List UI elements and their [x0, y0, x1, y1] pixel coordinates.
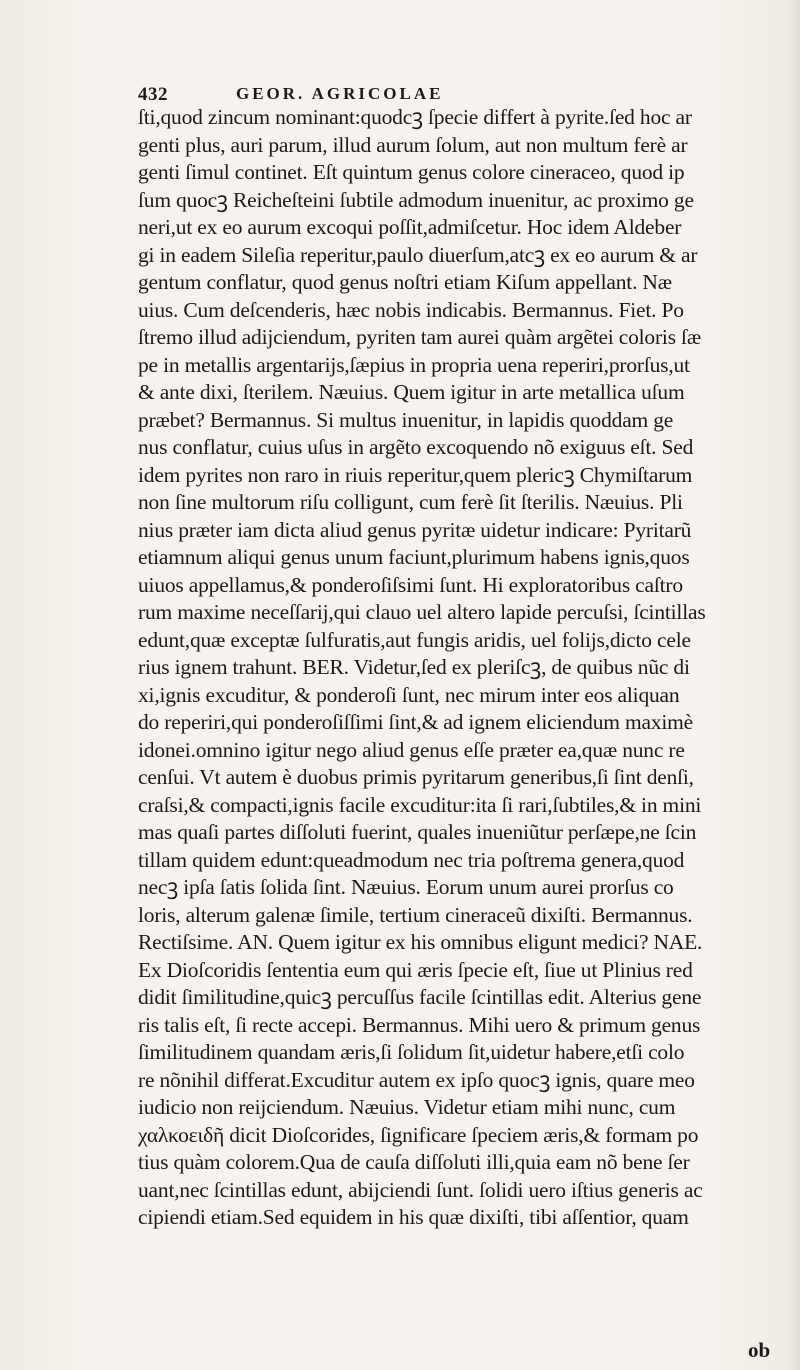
text-line: mas quaſi partes diſſoluti fuerint, quales inueniũtur perſæpe,ne ſcin [138, 820, 697, 844]
text-line: non ſine multorum riſu colligunt, cum ferè ſit ſterilis. Næuius. Pli [138, 490, 683, 514]
text-line: χαλκοειδῆ dicit Dioſcorides, ſignificare ſpeciem æris,& formam po [138, 1122, 699, 1147]
text-line: xi,ignis excuditur, & ponderoſi ſunt, nec mirum inter eos aliquan [138, 682, 680, 707]
text-line: edunt,quæ exceptæ ſulfuratis,aut fungis aridis, uel folijs,dicto cele [138, 627, 691, 652]
body-text [138, 104, 793, 1232]
text-line: ſti,quod zincum nominant:quodcꝫ ſpecie differt à pyrite.ſed hoc ar [138, 105, 692, 129]
text-line: gentum conflatur, quod genus noſtri etiam Kiſum appellant. Næ [138, 270, 672, 294]
text-line: Ex Dioſcoridis ſententia eum qui æris ſpecie eſt, ſiue ut Plinius red [138, 957, 693, 982]
page-number: 432 [138, 84, 168, 105]
text-line: genti ſimul continet. Eſt quintum genus colore cineraceo, quod ip [138, 160, 685, 184]
text-line: neri,ut ex eo aurum excoqui poſſit,admiſcetur. Hoc idem Aldeber [138, 215, 682, 239]
text-line: idonei.omnino igitur nego aliud genus eſſe præter ea,quæ nunc re [138, 737, 685, 762]
text-line: pe in metallis argentarijs,ſæpius in propria uena reperiri,prorſus,ut [138, 352, 690, 377]
text-line: ſtremo illud adijciendum, pyriten tam aurei quàm argẽtei coloris ſæ [138, 325, 701, 349]
text-line: genti plus, auri parum, illud aurum ſolum, aut non multum ferè ar [138, 132, 688, 157]
text-line: uant,nec ſcintillas edunt, abijciendi ſunt. ſolidi uero iſtius generis ac [138, 1177, 703, 1202]
text-line: Rectiſsime. AN. Quem igitur ex his omnibus eligunt medici? NAE. [138, 930, 703, 954]
text-line: rum maxime neceſſarij,qui clauo uel altero lapide percuſsi, ſcintillas [138, 600, 706, 624]
text-line: gi in eadem Sileſia reperitur,paulo diuerſum,atcꝫ ex eo aurum & ar [138, 242, 698, 267]
text-line: cipiendi etiam.Sed equidem in his quæ dixiſti, tibi aſſentior, quam [138, 1205, 689, 1229]
text-line: uius. Cum deſcenderis, hæc nobis indicabis. Bermannus. Fiet. Po [138, 297, 684, 322]
text-line: didit ſimilitudine,quicꝫ percuſſus facile ſcintillas edit. Alterius gene [138, 985, 702, 1009]
running-head: GEOR. AGRICOLAE [236, 84, 444, 103]
text-line: præbet? Bermannus. Si multus inuenitur, in lapidis quoddam ge [138, 407, 674, 432]
text-line: cenſui. Vt autem è duobus primis pyritarum generibus,ſi ſint denſi, [138, 765, 694, 789]
text-line: rius ignem trahunt. BER. Videtur,ſed ex pleriſcꝫ, de quibus nũc di [138, 655, 690, 679]
text-line: etiamnum aliqui genus unum faciunt,plurimum habens ignis,quos [138, 545, 690, 569]
text-line: ſimilitudinem quandam æris,ſi ſolidum ſit,uidetur habere,etſi colo [138, 1040, 685, 1064]
text-line: iudicio non reijciendum. Næuius. Videtur etiam mihi nunc, cum [138, 1095, 676, 1119]
text-line: tillam quidem edunt:queadmodum nec tria poſtrema genera,quod [138, 847, 685, 872]
page-edge-shadow [788, 0, 800, 1370]
text-line: uiuos appellamus,& ponderoſiſsimi ſunt. Hi exploratoribus caſtro [138, 572, 683, 597]
text-line: idem pyrites non raro in riuis reperitur,quem plericꝫ Chymiſtarum [138, 462, 693, 487]
text-line: nus conflatur, cuius uſus in argẽto excoquendo nõ exiguus eſt. Sed [138, 435, 694, 459]
text-line: craſsi,& compacti,ignis facile excuditur:ita ſi rari,ſubtiles,& in mini [138, 792, 702, 817]
text-line: do reperiri,qui ponderoſiſſimi ſint,& ad ignem eliciendum maximè [138, 710, 694, 734]
catchword: ob [748, 1338, 771, 1362]
text-line: necꝫ ipſa ſatis ſolida ſint. Næuius. Eorum unum aurei prorſus co [138, 875, 674, 899]
text-line: re nõnihil differat.Excuditur autem ex ipſo quocꝫ ignis, quare meo [138, 1067, 695, 1092]
text-line: ſum quocꝫ Reicheſteini ſubtile admodum inuenitur, ac proximo ge [138, 187, 694, 212]
text-line: ris talis eſt, ſi recte accepi. Bermannus. Mihi uero & primum genus [138, 1012, 701, 1037]
text-line: nius præter iam dicta aliud genus pyritæ uidetur indicare: Pyritarũ [138, 517, 692, 542]
text-line: tius quàm colorem.Qua de cauſa diſſoluti illi,quia eam nõ bene ſer [138, 1150, 690, 1174]
text-line: & ante dixi, ſterilem. Næuius. Quem igitur in arte metallica uſum [138, 380, 685, 404]
text-line: loris, alterum galenæ ſimile, tertium cineraceũ dixiſti. Bermannus. [138, 902, 693, 927]
